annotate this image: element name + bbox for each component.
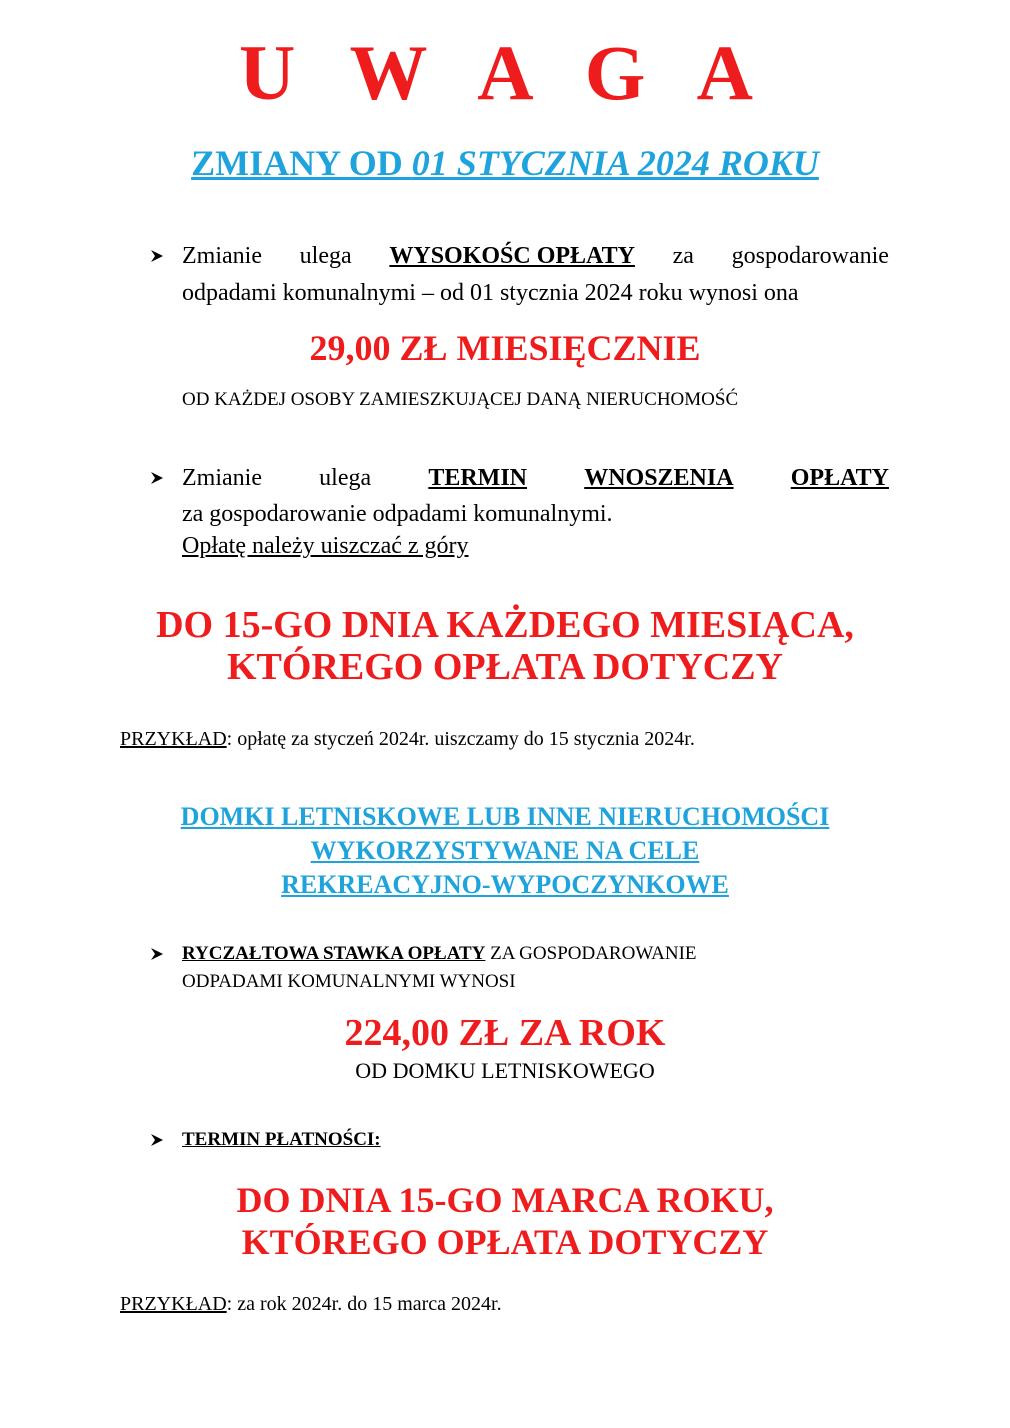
- section2-highlight-word: WNOSZENIA: [584, 465, 734, 491]
- summer-houses-heading-line3: REKREACYJNO-WYPOCZYNKOWE: [281, 870, 729, 899]
- arrowhead-bullet-icon: [150, 249, 164, 263]
- yearly-amount: 224,00 ZŁ ZA ROK: [344, 1012, 666, 1054]
- flat-rate-line2: ODPADAMI KOMUNALNYMI WYNOSI: [182, 971, 516, 992]
- subtitle-prefix: ZMIANY OD: [191, 143, 412, 183]
- flat-rate-label: RYCZAŁTOWA STAWKA OPŁATY: [182, 943, 486, 964]
- section2-line1: [182, 461, 889, 495]
- monthly-amount: 29,00 ZŁ MIESIĘCZNIE: [309, 328, 701, 368]
- summer-houses-heading-line1: DOMKI LETNISKOWE LUB INNE NIERUCHOMOŚCI: [180, 802, 830, 831]
- section1-word: ulega: [299, 243, 352, 269]
- flat-rate-line1: [182, 940, 697, 968]
- summer-houses-heading-line2: WYKORZYSTYWANE NA CELE: [310, 836, 700, 865]
- section2-highlight-word: OPŁATY: [790, 465, 889, 491]
- yearly-deadline-line1: DO DNIA 15-GO MARCA ROKU,: [236, 1180, 774, 1220]
- section2-word: ulega: [319, 465, 372, 491]
- yearly-deadline-line2: KTÓREGO OPŁATA DOTYCZY: [241, 1222, 769, 1262]
- section1-word: Zmianie: [182, 243, 262, 269]
- yearly-amount-note: OD DOMKU LETNISKOWEGO: [355, 1058, 655, 1083]
- amount-note: OD KAŻDEJ OSOBY ZAMIESZKUJĄCEJ DANĄ NIERUCHOMOŚĆ: [182, 389, 739, 410]
- example-label: PRZYKŁAD: [120, 728, 227, 750]
- arrowhead-bullet-icon: [150, 947, 164, 961]
- arrowhead-bullet-icon: [150, 1133, 164, 1147]
- example-1: [120, 725, 695, 753]
- section2-line3: Opłatę należy uiszczać z góry: [182, 533, 469, 559]
- payment-term-label: TERMIN PŁATNOŚCI:: [182, 1129, 381, 1150]
- subtitle: [0, 140, 1010, 186]
- page-title: U W A G A: [239, 29, 771, 116]
- example-text: : opłatę za styczeń 2024r. uiszczamy do 15 stycznia 2024r.: [226, 728, 695, 750]
- monthly-deadline-line1: DO 15-GO DNIA KAŻDEGO MIESIĄCA,: [156, 604, 854, 646]
- flat-rate-rest: ZA GOSPODAROWANIE: [485, 943, 697, 964]
- monthly-deadline-line2: KTÓREGO OPŁATA DOTYCZY: [227, 646, 783, 688]
- example-text: : za rok 2024r. do 15 marca 2024r.: [226, 1293, 502, 1315]
- section1-highlight: WYSOKOŚC OPŁATY: [389, 243, 635, 269]
- example-label: PRZYKŁAD: [120, 1293, 227, 1315]
- section2-word: Zmianie: [182, 465, 262, 491]
- example-2: [120, 1290, 502, 1318]
- section1-line1: [182, 239, 889, 273]
- section1-word: za: [672, 243, 694, 269]
- section1-line2: odpadami komunalnymi – od 01 stycznia 2024 roku wynosi ona: [182, 280, 799, 306]
- section2-highlight-word: TERMIN: [428, 465, 527, 491]
- subtitle-date: 01 STYCZNIA 2024 ROKU: [411, 143, 819, 183]
- section2-line2: za gospodarowanie odpadami komunalnymi.: [182, 501, 613, 527]
- section1-word: gospodarowanie: [731, 243, 889, 269]
- arrowhead-bullet-icon: [150, 471, 164, 485]
